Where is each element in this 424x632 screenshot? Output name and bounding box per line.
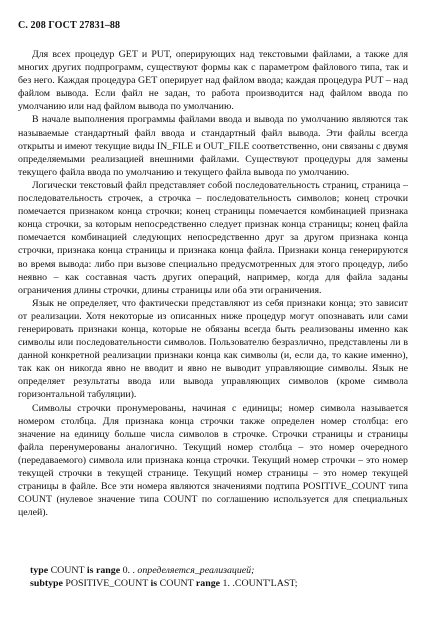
code-block xyxy=(30,564,410,590)
code-line-2 xyxy=(30,577,410,590)
code-line-1 xyxy=(30,564,410,577)
document-body xyxy=(18,48,408,519)
paragraph-1: Для всех процедур GET и PUT, оперирующих над текстовыми файлами, а также для многих других подпрограмм, существуют формы как с параметром файлового типа, так и без него. Каждая процедура GET оперирует над файлом ввода; каждая процедура PUT – над файлом вывода. Если файл не задан, то работа производится над файлом ввода по умолчанию или над файлом вывода по умолчанию. xyxy=(18,49,408,113)
code-identifier: POSITIVE_COUNT xyxy=(62,578,151,589)
paragraph-3: Логически текстовый файл представляет собой последовательность страниц, страница – последовательность строчек, а строчка – последовательность символов; конец строчки помечается признаком конца строчки; конец страницы помечается комбинацией признака конца строчки, за которым непосредственно следует признак конца страницы; конец файла помечается комбинацией следующих непосредственно друг за другом признака конца строчки, признака конца страницы и признака конца файла. Признаки конца генерируются во время вывода: либо при вызове специально предусмотренных для этого процедур, либо неявно – как составная часть других операций, например, когда для файла заданы ограничения длины строчки, длины страницы или оба эти ограничения. xyxy=(18,179,408,296)
code-keyword: range xyxy=(195,578,221,589)
code-text: 0. . xyxy=(120,565,138,576)
code-identifier: COUNT xyxy=(48,565,87,576)
code-text: 1. .COUNT'LAST; xyxy=(220,578,298,589)
code-keyword: is range xyxy=(86,565,121,576)
paragraph-2: В начале выполнения программы файлами ввода и вывода по умолчанию являются так называемые стандартный файл ввода и стандартный файл вывода. Эти файлы всегда открыты и имеют текущие виды IN_FILE и OUT_FILE соответственно, они связаны с двумя определяемыми реализацией внешними файлами. Существуют процедуры для замены текущего файла ввода по умолчанию и текущего файла вывода по умолчанию. xyxy=(18,114,408,178)
code-text: COUNT xyxy=(157,578,196,589)
code-keyword: subtype xyxy=(30,578,63,589)
code-keyword: type xyxy=(30,565,49,576)
paragraph-4: Язык не определяет, что фактически представляют из себя признаки конца; это зависит от реализации. Хотя некоторые из описанных ниже процедур могут опознавать или сами генерировать признаки конца, которые не обязаны всегда быть реализованы именно как символы или последовательности символов. Пользователю безразлично, представлены ли в данной конкретной реализации признаки конца как символы (и, если да, то какие именно), так как он никогда явно не вводит и явно не выводит управляющие символы. Язык не определяет результаты ввода или вывода управляющих символов (кроме символа горизонтальной табуляции). xyxy=(18,297,408,401)
code-keyword: is xyxy=(150,578,158,589)
code-comment: определяется_реализацией; xyxy=(137,565,255,576)
paragraph-5: Символы строчки пронумерованы, начиная с единицы; номер символа называется номером столбца. Для признака конца строчки также определен номер столбца: его значение на единицу больше числа символов в строчке. Строчки страницы и страницы файла перенумерованы аналогично. Текущий номер столбца – это номер очередного (передаваемого) символа или признака конца строчки. Текущий номер строчки – это номер текущей строчки в текущей странице. Текущий номер страницы – это номер текущей страницы в файле. Все эти номера являются значениями подтипа POSITIVE_COUNT типа COUNT (нулевое значение типа COUNT по соглашению используется для специальных целей). xyxy=(18,402,408,519)
page-header: С. 208 ГОСТ 27831–88 xyxy=(18,20,121,31)
